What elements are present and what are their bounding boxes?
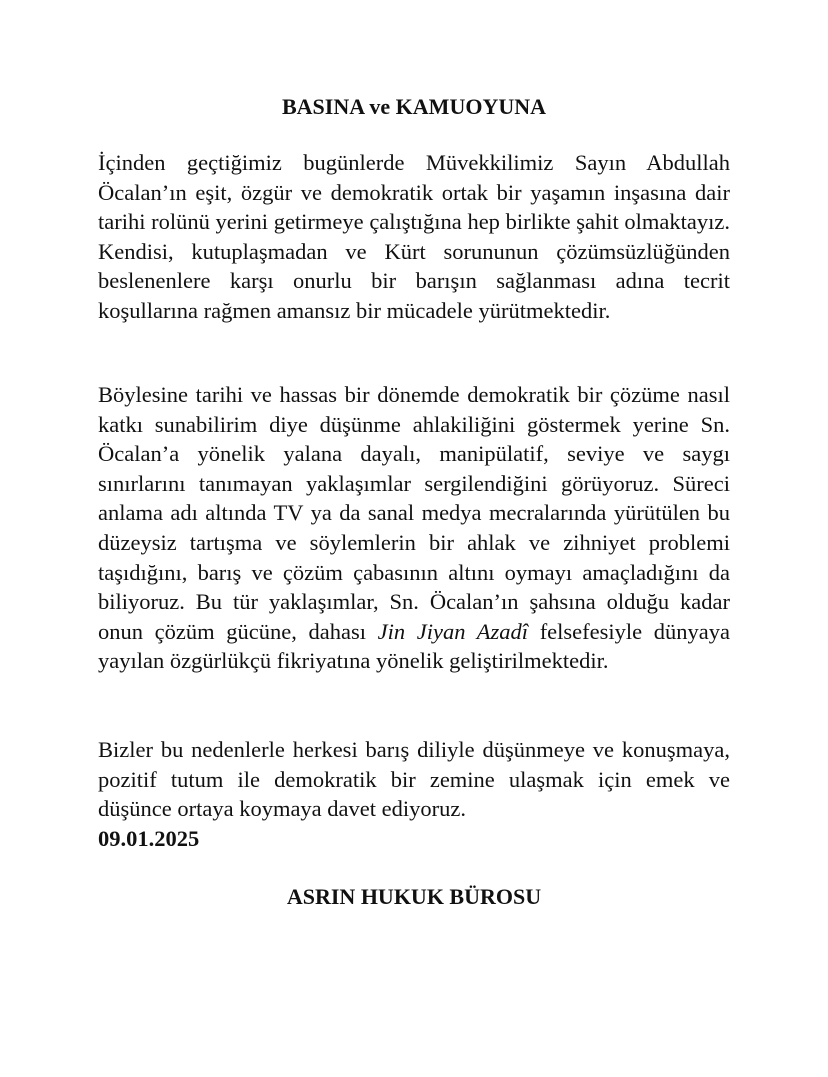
paragraph-2 <box>98 380 730 676</box>
paragraph-2-italic-phrase: Jin Jiyan Azadî <box>377 618 529 644</box>
paragraph-3-text: Bizler bu nedenlerle herkesi barış diliyle düşünmeye ve konuşmaya, pozitif tutum ile demokratik bir zemine ulaşmak için emek ve düşünce ortaya koymaya davet ediyoruz. <box>98 737 730 822</box>
paragraph-2-text-before: Böylesine tarihi ve hassas bir dönemde demokratik bir çözüme nasıl katkı sunabilirim diye düşünme ahlakiliğini göstermek yerine Sn. Öcalan’a yönelik yalana dayalı, manipülatif, seviye ve saygı sınırlarını tanımayan yaklaşımlar sergilendiğini görüyoruz. Süreci anlama adı altında TV ya da sanal medya mecralarında yürütülen bu düzeysiz tartışma ve söylemlerin bir ahlak ve zihniyet problemi taşıdığını, barış ve çözüm çabasının altını oymayı amaçladığını da biliyoruz. Bu tür yaklaşımlar, Sn. Öcalan’ın şahsına olduğu kadar onun çözüm gücüne, dahası <box>98 382 730 644</box>
paragraph-3 <box>98 735 730 853</box>
paragraph-1: İçinden geçtiğimiz bugünlerde Müvekkilimiz Sayın Abdullah Öcalan’ın eşit, özgür ve demokratik ortak bir yaşamın inşasına dair tarihi rolünü yerini getirmeye çalıştığına hep birlikte şahit olmaktayız. Kendisi, kutuplaşmadan ve Kürt sorununun çözümsüzlüğünden beslenenlere karşı onurlu bir barışın sağlanması adına tecrit koşullarına rağmen amansız bir mücadele yürütmektedir. <box>98 150 730 323</box>
statement-title: BASINA ve KAMUOYUNA <box>282 94 546 119</box>
statement-date: 09.01.2025 <box>98 825 200 851</box>
paragraph-2-text-after: felsefesiyle dünyaya yayılan özgürlükçü fikriyatına yönelik geliştirilmektedir. <box>98 618 731 674</box>
signature-office-name: ASRIN HUKUK BÜROSU <box>286 884 542 909</box>
